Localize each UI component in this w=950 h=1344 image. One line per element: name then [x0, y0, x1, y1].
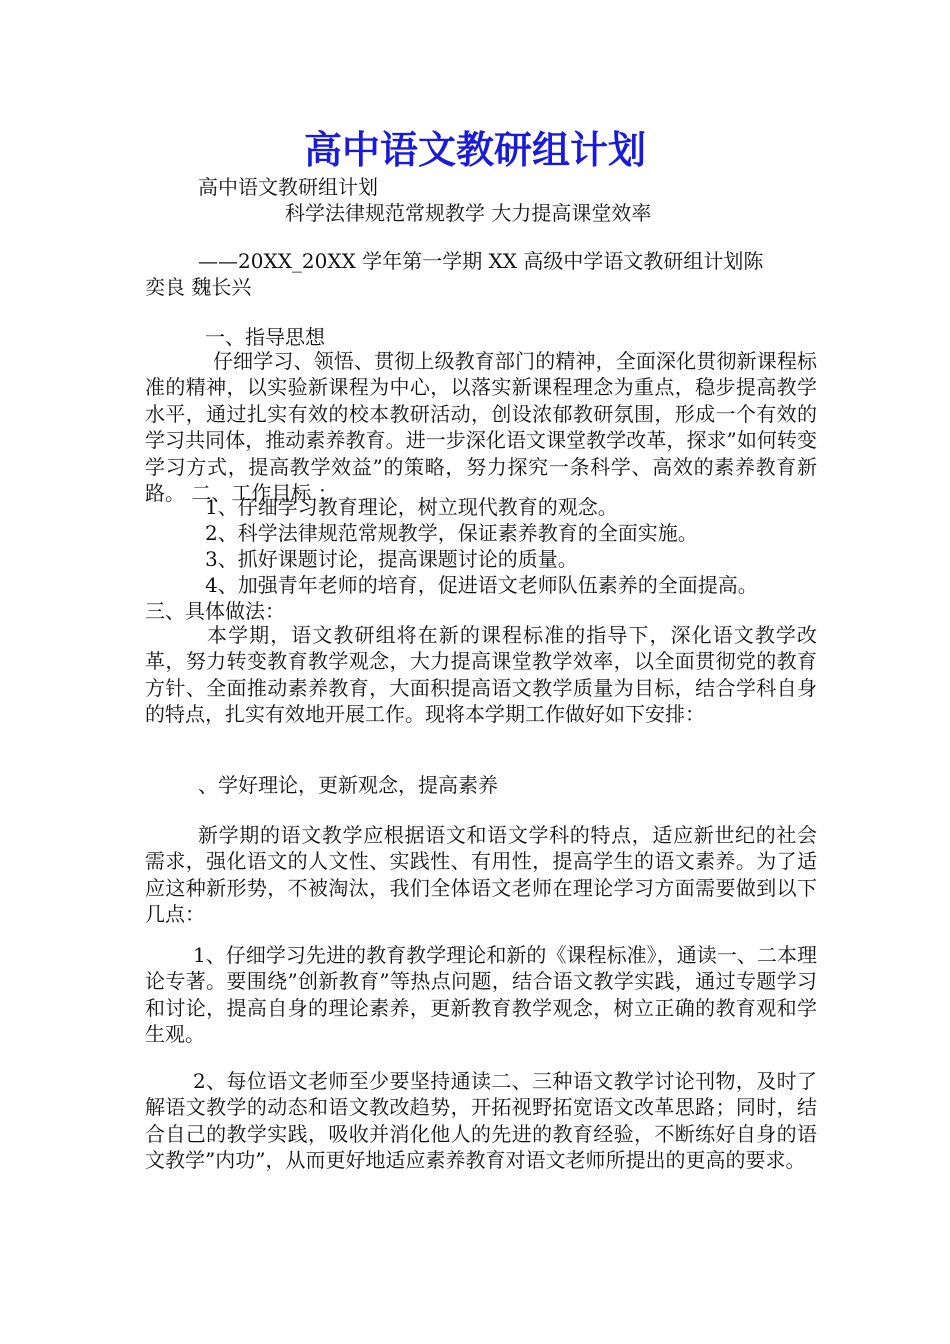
paragraph-item-1	[145, 942, 817, 1048]
section-heading-method: 三、具体做法：	[145, 599, 285, 623]
subtitle-line-2: 科学法律规范常规教学 大力提高课堂效率	[285, 201, 652, 225]
byline-line-2: 奕良 魏长兴	[145, 275, 252, 299]
section-heading-guiding: 一、指导思想	[205, 325, 325, 349]
subtitle-line-1: 高中语文教研组计划	[198, 175, 378, 199]
goal-item-2: 2、科学法律规范常规教学，保证素养教育的全面实施。	[205, 521, 698, 545]
paragraph-new-semester	[145, 822, 817, 928]
paragraph-new-semester-text: 新学期的语文教学应根据语文和语文学科的特点，适应新世纪的社会需求，强化语文的人文性、实践性、有用性，提高学生的语文素养。为了适应这种新形势，不被淘汰，我们全体语文老师在理论学习方面需要做到以下几点：	[145, 823, 817, 927]
goal-item-4: 4、加强青年老师的培育，促进语文老师队伍素养的全面提高。	[205, 573, 758, 597]
paragraph-method-text: 本学期，语文教研组将在新的课程标准的指导下，深化语文教学改革，努力转变教育教学观念，大力提高课堂教学效率，以全面贯彻党的教育方针、全面推动素养教育，大面积提高语文教学质量为目标，结合学科自身的特点，扎实有效地开展工作。现将本学期工作做好如下安排：	[145, 623, 817, 727]
subsection-heading-theory: 、学好理论，更新观念，提高素养	[198, 773, 498, 797]
paragraph-guiding-text: 仔细学习、领悟、贯彻上级教育部门的精神，全面深化贯彻新课程标准的精神，以实验新课程为中心，以落实新课程理念为重点，稳步提高教学水平，通过扎实有效的校本教研活动，创设浓郁教研氛围，形成一个有效的学习共同体，推动素养教育。进一步深化语文课堂教学改革，探求”如何转变学习方式，提高教学效益”的策略，努力探究一条科学、高效的素养教育新路。 二、工作目标 ：	[145, 349, 817, 506]
paragraph-item-2	[145, 1068, 817, 1174]
paragraph-guiding	[145, 348, 817, 506]
document-title: 高中语文教研组计划	[303, 127, 646, 172]
byline-line-1: ——20XX_20XX 学年第一学期 XX 高级中学语文教研组计划陈	[198, 249, 764, 273]
goal-item-3: 3、抓好课题讨论，提高课题讨论的质量。	[205, 547, 578, 571]
paragraph-method	[145, 622, 817, 728]
paragraph-item-1-text: 1、仔细学习先进的教育教学理论和新的《课程标准》，通读一、二本理论专著。要围绕”创新教育”等热点问题，结合语文教学实践，通过专题学习和讨论，提高自身的理论素养，更新教育教学观念，树立正确的教育观和学生观。	[145, 943, 817, 1047]
paragraph-item-2-text: 2、每位语文老师至少要坚持通读二、三种语文教学讨论刊物，及时了解语文教学的动态和语文教改趋势，开拓视野拓宽语文改革思路；同时，结合自己的教学实践，吸收并消化他人的先进的教育经验，不断练好自身的语文教学”内功”，从而更好地适应素养教育对语文老师所提出的更高的要求。	[145, 1069, 817, 1173]
goal-item-1: 1、仔细学习教育理论，树立现代教育的观念。	[205, 495, 618, 519]
